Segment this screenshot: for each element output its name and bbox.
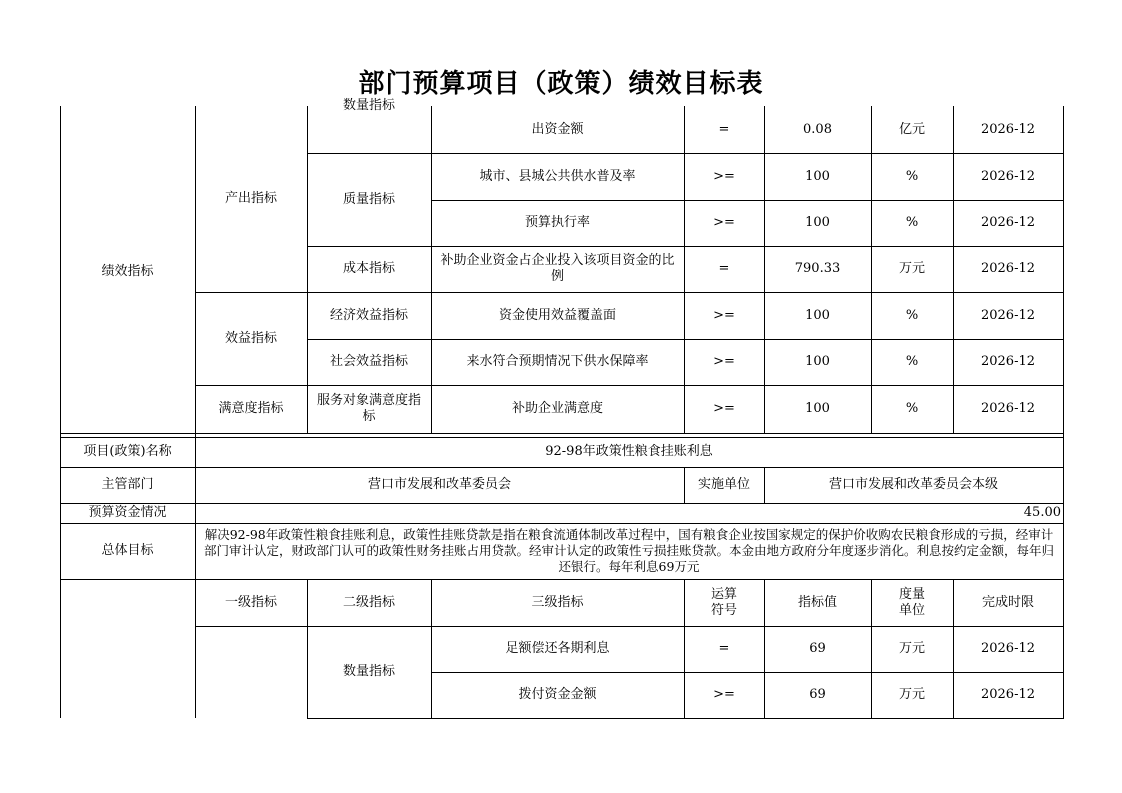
indicator-deadline: 2026-12	[980, 354, 1036, 369]
indicator-deadline: 2026-12	[980, 641, 1036, 656]
budget-label: 预算资金情况	[88, 505, 167, 520]
grid-line	[953, 106, 954, 433]
service-satisfaction-label: 服务对象满意度指标	[316, 393, 421, 424]
indicator-unit: %	[905, 401, 919, 416]
indicator-operator: >=	[713, 215, 735, 230]
grid-line	[195, 106, 196, 437]
grid-line	[953, 579, 954, 718]
page-title: 部门预算项目（政策）绩效目标表	[358, 69, 764, 99]
quantity-indicator-text: 数量指标	[342, 98, 395, 113]
header-level3: 三级指标	[531, 594, 584, 610]
indicator-name: 来水符合预期情况下供水保障率	[466, 354, 649, 369]
indicator-name: 出资金额	[531, 121, 584, 137]
dept-label: 主管部门	[101, 477, 154, 492]
indicator-operator: =	[718, 261, 730, 276]
indicator-name: 城市、县城公共供水普及率	[479, 168, 636, 184]
indicator-deadline: 2026-12	[980, 307, 1036, 323]
grid-line	[431, 579, 432, 718]
grid-line	[1063, 106, 1064, 719]
grid-line	[307, 579, 308, 718]
grid-line	[60, 467, 1063, 468]
indicator-operator: >=	[713, 687, 735, 702]
indicator-operator: >=	[713, 307, 735, 323]
grid-line	[431, 200, 1063, 201]
grid-line	[60, 523, 1063, 524]
indicator-name: 足额偿还各期利息	[505, 641, 610, 656]
grid-line	[60, 503, 1063, 504]
indicator-deadline: 2026-12	[980, 121, 1036, 137]
indicator-deadline: 2026-12	[980, 168, 1036, 184]
grid-line	[60, 437, 1063, 438]
indicator-value: 69	[809, 687, 826, 702]
indicator-unit: 万元	[898, 261, 925, 276]
indicator-unit: 万元	[898, 687, 925, 702]
impl-unit-value: 营口市发展和改革委员会本级	[828, 477, 998, 492]
indicator-name: 预算执行率	[524, 215, 590, 230]
indicator-value: 100	[805, 354, 830, 369]
indicator-unit: %	[905, 354, 919, 369]
indicator-operator: =	[718, 641, 730, 656]
grid-line	[307, 718, 1063, 719]
perf-indicator-label: 绩效指标	[101, 263, 154, 279]
economic-benefit-label: 经济效益指标	[329, 307, 408, 323]
cost-indicator-label: 成本指标	[342, 261, 395, 276]
grid-line	[764, 106, 765, 433]
header-level2: 二级指标	[342, 594, 395, 610]
grid-line	[195, 437, 196, 467]
grid-line	[431, 106, 432, 433]
indicator-name: 补助企业资金占企业投入该项目资金的比例	[440, 253, 675, 284]
impl-unit-label: 实施单位	[697, 477, 750, 492]
indicator-deadline: 2026-12	[980, 687, 1036, 702]
grid-line	[60, 106, 61, 718]
grid-line	[764, 579, 765, 718]
indicator-operator: >=	[713, 354, 735, 369]
grid-line	[307, 246, 1063, 247]
header-operator: 运算符号	[710, 586, 737, 618]
indicator-unit: 万元	[898, 641, 925, 656]
grid-line	[871, 579, 872, 718]
quantity-indicator-label-2: 数量指标	[342, 664, 395, 679]
overall-goal-text: 解决92-98年政策性粮食挂账利息，政策性挂账贷款是指在粮食流通体制改革过程中，国有粮食企业按国家规定的保护价收购农民粮食形成的亏损，经审计部门审计认定，财政部门认可的政策性财务挂账占用贷款。经审计认定的政策性亏损挂账贷款。本金由地方政府分年度逐步消化。利息按约定金额，每年归还银行。每年利息69万元	[203, 527, 1054, 574]
header-value: 指标值	[797, 594, 837, 610]
indicator-deadline: 2026-12	[980, 215, 1036, 230]
social-benefit-label: 社会效益指标	[329, 354, 408, 369]
quality-indicator-label: 质量指标	[342, 191, 395, 207]
indicator-unit: 亿元	[898, 121, 925, 137]
grid-line	[195, 292, 1063, 293]
indicator-unit: %	[905, 215, 919, 230]
header-deadline: 完成时限	[981, 594, 1034, 610]
grid-line	[684, 106, 685, 433]
budget-value: 45.00	[1023, 505, 1061, 520]
indicator-value: 0.08	[803, 121, 832, 137]
project-name-value: 92-98年政策性粮食挂账利息	[545, 444, 713, 459]
indicator-deadline: 2026-12	[980, 401, 1036, 416]
indicator-name: 补助企业满意度	[511, 401, 603, 416]
grid-line	[195, 626, 1063, 627]
project-name-label: 项目(政策)名称	[83, 444, 172, 459]
grid-line	[195, 385, 1063, 386]
indicator-deadline: 2026-12	[980, 261, 1036, 276]
indicator-unit: %	[905, 307, 919, 323]
indicator-value: 69	[809, 641, 826, 656]
benefit-indicator-label: 效益指标	[224, 330, 277, 346]
grid-line	[684, 579, 685, 718]
indicator-operator: >=	[713, 168, 735, 184]
indicator-name: 资金使用效益覆盖面	[498, 307, 616, 323]
grid-line	[431, 153, 1063, 154]
indicator-operator: >=	[713, 401, 735, 416]
indicator-operator: =	[718, 121, 730, 137]
grid-line	[60, 433, 1063, 434]
grid-line	[871, 106, 872, 433]
grid-line	[431, 672, 1063, 673]
overall-goal-label: 总体目标	[101, 543, 154, 558]
header-unit: 度量单位	[898, 586, 925, 618]
indicator-value: 790.33	[794, 261, 841, 276]
indicator-value: 100	[805, 307, 830, 323]
grid-line	[307, 153, 431, 154]
indicator-value: 100	[805, 215, 830, 230]
grid-line	[684, 467, 685, 503]
indicator-value: 100	[805, 168, 830, 184]
satisfaction-indicator-label: 满意度指标	[218, 401, 284, 416]
indicator-name: 拨付资金金额	[518, 687, 597, 702]
dept-value: 营口市发展和改革委员会	[367, 477, 511, 492]
grid-line	[307, 339, 1063, 340]
quantity-indicator-label	[307, 98, 431, 153]
indicator-value: 100	[805, 401, 830, 416]
grid-line	[60, 579, 1063, 580]
grid-line	[195, 467, 196, 718]
grid-line	[307, 106, 308, 433]
output-indicator-label: 产出指标	[224, 191, 277, 206]
header-level1: 一级指标	[224, 594, 277, 610]
grid-line	[764, 467, 765, 503]
indicator-unit: %	[905, 168, 919, 184]
